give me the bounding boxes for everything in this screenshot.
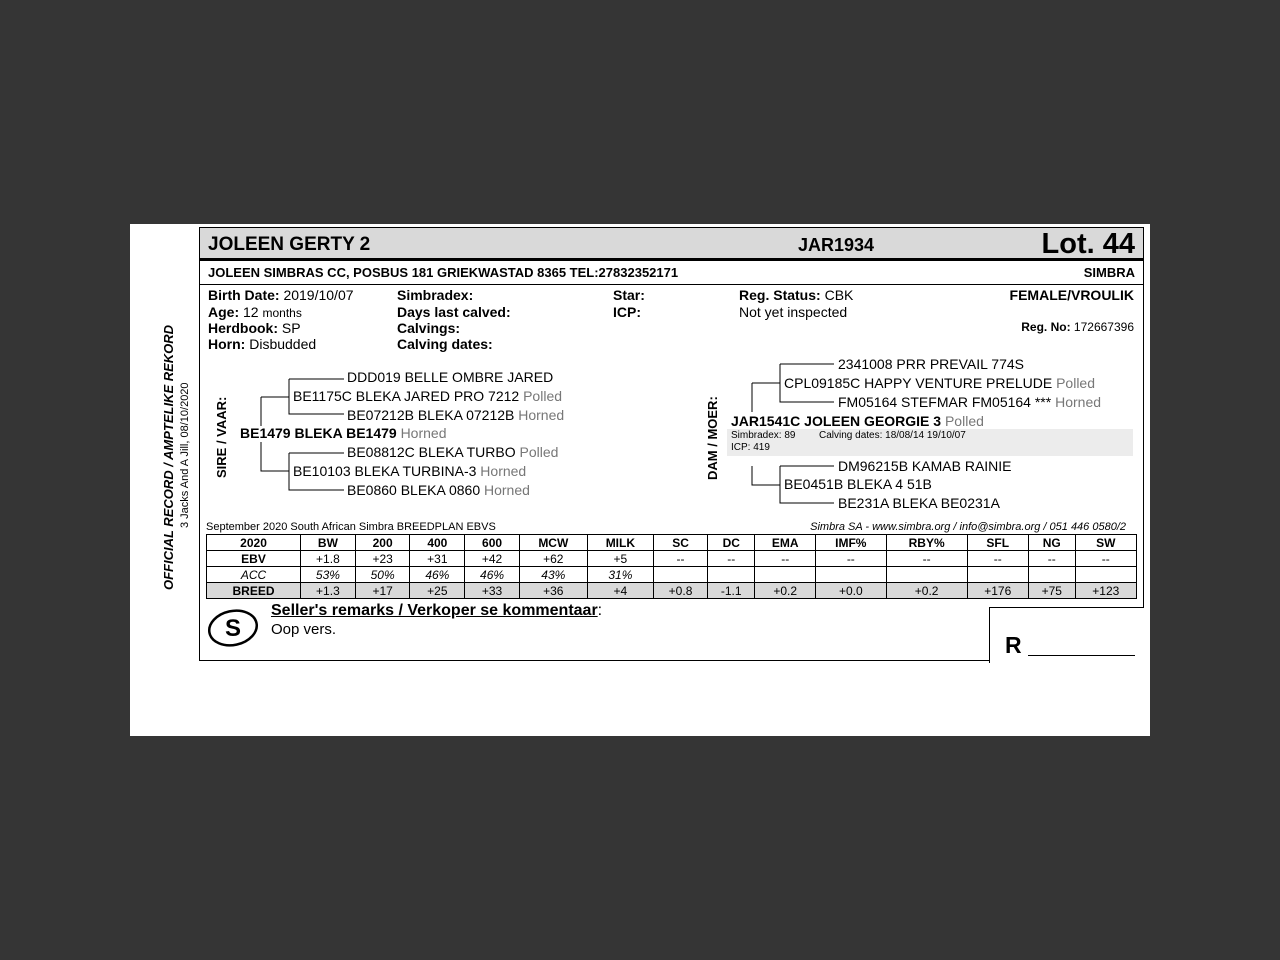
ebv-cell: +123 xyxy=(1075,583,1136,599)
animal-name: JOLEEN GERTY 2 xyxy=(208,234,371,255)
herdbook: Herdbook: SP xyxy=(208,320,301,336)
ebv-row-label: EBV xyxy=(207,551,301,567)
ebv-cell xyxy=(886,567,967,583)
ebv-column-header: 600 xyxy=(465,535,520,551)
lot-number: Lot. 44 xyxy=(1041,228,1135,260)
ebv-cell: +1.8 xyxy=(301,551,356,567)
ebv-cell xyxy=(967,567,1028,583)
ebv-cell: +5 xyxy=(587,551,653,567)
ebv-row-label: BREED xyxy=(207,583,301,599)
birth-date: Birth Date: 2019/10/07 xyxy=(208,287,354,303)
ebv-cell: -- xyxy=(1075,551,1136,567)
ebv-cell: +75 xyxy=(1028,583,1075,599)
dam-sire-dam: FM05164 STEFMAR FM05164 *** Horned xyxy=(838,394,1102,410)
animal-code: JAR1934 xyxy=(798,235,875,255)
ebv-column-header: 400 xyxy=(410,535,465,551)
sire-sire: BE1175C BLEKA JARED PRO 7212 Polled xyxy=(293,388,563,404)
ebv-cell: +25 xyxy=(410,583,465,599)
official-record-label: OFFICIAL RECORD / AMPTELIKE REKORD xyxy=(161,324,176,590)
sire-sire-sire: DDD019 BELLE OMBRE JARED xyxy=(347,369,554,385)
ebv-cell: +0.0 xyxy=(815,583,886,599)
ebv-cell: +31 xyxy=(410,551,465,567)
ebv-cell: +176 xyxy=(967,583,1028,599)
ebv-cell: -- xyxy=(815,551,886,567)
ebv-cell: +0.8 xyxy=(654,583,708,599)
ebv-table xyxy=(206,534,1137,599)
ebv-cell: -- xyxy=(886,551,967,567)
price-label: R xyxy=(1005,632,1022,658)
dam-calving-dates: Calving dates: 18/08/14 19/10/07 xyxy=(819,430,966,441)
ebv-column-header: NG xyxy=(1028,535,1075,551)
ebv-cell: 46% xyxy=(465,567,520,583)
ebv-cell: +4 xyxy=(587,583,653,599)
sire-dam-sire: BE08812C BLEKA TURBO Polled xyxy=(347,444,559,460)
calving-dates-label: Calving dates: xyxy=(397,336,493,352)
ebv-cell: 43% xyxy=(519,567,587,583)
sire-dam: BE10103 BLEKA TURBINA-3 Horned xyxy=(293,463,527,479)
ebv-cell: -- xyxy=(967,551,1028,567)
ebv-cell: 53% xyxy=(301,567,356,583)
ebv-row-label: ACC xyxy=(207,567,301,583)
ebv-cell: 31% xyxy=(587,567,653,583)
dam-dam-dam: BE231A BLEKA BE0231A xyxy=(838,495,1000,511)
ebv-contact: Simbra SA - www.simbra.org / info@simbra.org / 051 446 0580/2 xyxy=(810,521,1126,533)
simbradex-label: Simbradex: xyxy=(397,287,474,303)
ebv-cell xyxy=(815,567,886,583)
ebv-cell: +17 xyxy=(355,583,410,599)
ebv-source: September 2020 South African Simbra BREEDPLAN EBVS xyxy=(206,521,496,533)
ebv-column-header: 2020 xyxy=(207,535,301,551)
ebv-row-acc xyxy=(207,567,1137,583)
ebv-header-row xyxy=(207,535,1137,551)
ebv-cell: -- xyxy=(654,551,708,567)
ebv-cell: +23 xyxy=(355,551,410,567)
ebv-cell: +0.2 xyxy=(755,583,816,599)
ebv-cell: +33 xyxy=(465,583,520,599)
reg-status: Reg. Status: CBK xyxy=(739,287,854,303)
dam-label: DAM / MOER: xyxy=(705,396,720,480)
logo-letter: S xyxy=(224,615,242,642)
ebv-column-header: MILK xyxy=(587,535,653,551)
ebv-cell: -- xyxy=(1028,551,1075,567)
sex-label: FEMALE/VROULIK xyxy=(1009,287,1134,303)
ebv-cell: 46% xyxy=(410,567,465,583)
ebv-column-header: MCW xyxy=(519,535,587,551)
breed-name: SIMBRA xyxy=(1083,265,1135,280)
simbra-logo-icon xyxy=(207,607,259,649)
inspection-status: Not yet inspected xyxy=(739,304,848,320)
ebv-column-header: SFL xyxy=(967,535,1028,551)
ebv-column-header: BW xyxy=(301,535,356,551)
sire-dam-dam: BE0860 BLEKA 0860 Horned xyxy=(347,482,530,498)
remarks-text: Oop vers. xyxy=(271,621,337,638)
ebv-cell: 50% xyxy=(355,567,410,583)
ebv-cell xyxy=(708,567,755,583)
age: Age: 12 months xyxy=(208,304,302,320)
sire-label: SIRE / VAAR: xyxy=(214,396,229,478)
star-label: Star: xyxy=(613,287,645,303)
sire-sire-dam: BE07212B BLEKA 07212B Horned xyxy=(347,407,565,423)
ebv-cell xyxy=(1075,567,1136,583)
dam-dam-sire: DM96215B KAMAB RAINIE xyxy=(838,458,1012,474)
ebv-cell: -- xyxy=(755,551,816,567)
ebv-cell xyxy=(1028,567,1075,583)
ebv-column-header: SC xyxy=(654,535,708,551)
ebv-cell: +1.3 xyxy=(301,583,356,599)
ebv-column-header: 200 xyxy=(355,535,410,551)
ebv-cell: -- xyxy=(708,551,755,567)
ebv-column-header: IMF% xyxy=(815,535,886,551)
ebv-column-header: RBY% xyxy=(886,535,967,551)
ebv-cell: +62 xyxy=(519,551,587,567)
ebv-row-breed xyxy=(207,583,1137,599)
ebv-cell: -1.1 xyxy=(708,583,755,599)
sire: BE1479 BLEKA BE1479 Horned xyxy=(240,425,447,441)
days-last-calved-label: Days last calved: xyxy=(397,304,511,320)
ebv-column-header: DC xyxy=(708,535,755,551)
ebv-cell: +42 xyxy=(465,551,520,567)
icp-label: ICP: xyxy=(613,304,641,320)
remarks-title: Seller's remarks / Verkoper se kommentaar: xyxy=(271,602,603,619)
calvings-label: Calvings: xyxy=(397,320,461,336)
dam-dam: BE0451B BLEKA 4 51B xyxy=(784,476,932,492)
ebv-column-header: EMA xyxy=(755,535,816,551)
dam-icp: ICP: 419 xyxy=(731,442,770,453)
ebv-cell xyxy=(755,567,816,583)
dam-simbradex: Simbradex: 89 xyxy=(731,430,796,441)
ebv-cell: +36 xyxy=(519,583,587,599)
dam-sire-sire: 2341008 PRR PREVAIL 774S xyxy=(838,356,1025,372)
ebv-cell: +0.2 xyxy=(886,583,967,599)
ebv-row-ebv xyxy=(207,551,1137,567)
auction-info-label: 3 Jacks And A Jill, 08/10/2020 xyxy=(179,382,191,528)
ebv-column-header: SW xyxy=(1075,535,1136,551)
reg-number: Reg. No: 172667396 xyxy=(1021,320,1134,334)
dam-sire: CPL09185C HAPPY VENTURE PRELUDE Polled xyxy=(784,375,1095,391)
dam: JAR1541C JOLEEN GEORGIE 3 Polled xyxy=(731,413,984,429)
owner-details: JOLEEN SIMBRAS CC, POSBUS 181 GRIEKWASTAD 8365 TEL:27832352171 xyxy=(208,265,679,280)
ebv-cell xyxy=(654,567,708,583)
price-line[interactable] xyxy=(1028,655,1135,656)
horn: Horn: Disbudded xyxy=(208,336,317,352)
